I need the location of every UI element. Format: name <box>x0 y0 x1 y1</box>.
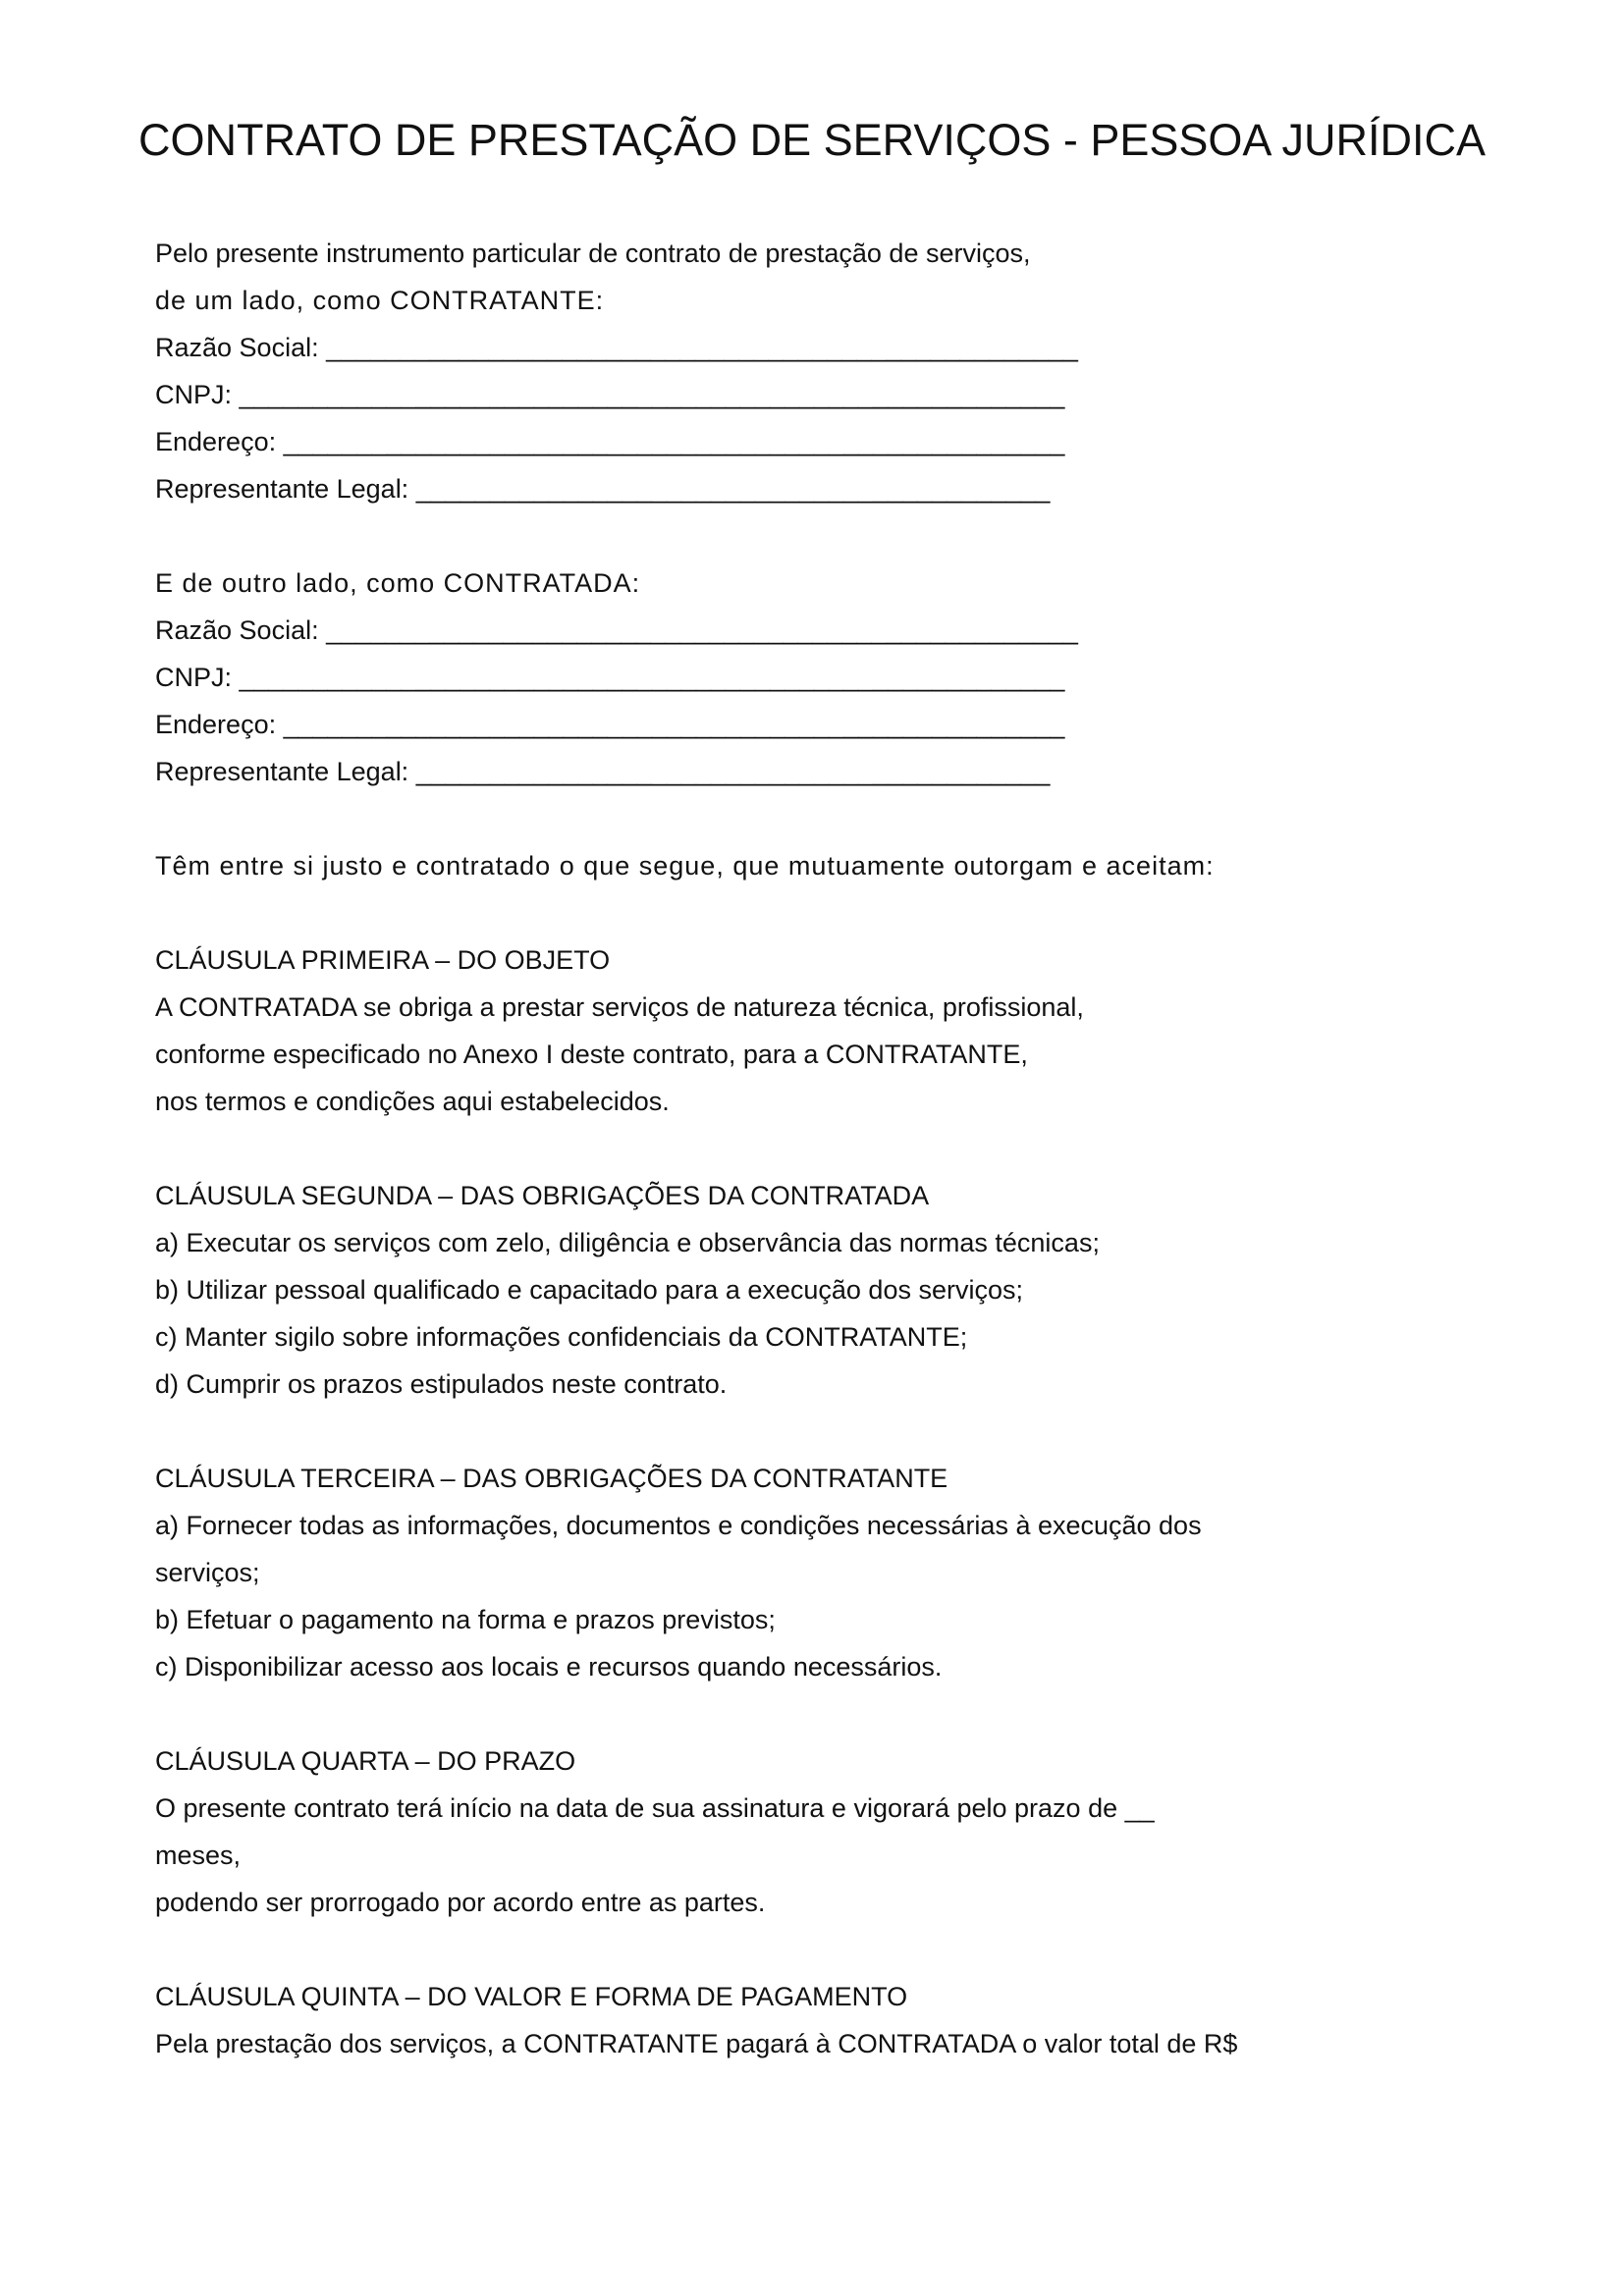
clause-1-line: A CONTRATADA se obriga a prestar serviços de natureza técnica, profissional, <box>155 992 1084 1022</box>
clause-5-line: Pela prestação dos serviços, a CONTRATANTE pagará à CONTRATADA o valor total de R$ <box>155 2029 1238 2058</box>
clause-4-heading: CLÁUSULA QUARTA – DO PRAZO <box>155 1746 576 1776</box>
spacer <box>155 512 1314 560</box>
clause-3-line: serviços; <box>155 1558 260 1587</box>
clause-3-line: c) Disponibilizar acesso aos locais e recursos quando necessários. <box>155 1652 943 1682</box>
clause-1-line: nos termos e condições aqui estabelecidos. <box>155 1087 670 1116</box>
clause-5-heading: CLÁUSULA QUINTA – DO VALOR E FORMA DE PAGAMENTO <box>155 1982 908 2011</box>
spacer <box>155 889 1314 936</box>
spacer <box>155 1408 1314 1455</box>
clause-2-line: a) Executar os serviços com zelo, diligência e observância das normas técnicas; <box>155 1228 1100 1257</box>
clause-3-line: a) Fornecer todas as informações, documentos e condições necessárias à execução dos <box>155 1511 1202 1540</box>
spacer <box>155 1926 1314 1973</box>
contratada-cnpj: CNPJ: ________________________________________________________ <box>155 663 1065 692</box>
contratada-razao-social: Razão Social: ___________________________________________________ <box>155 615 1078 645</box>
clause-4-line: O presente contrato terá início na data de sua assinatura e vigorará pelo prazo de __ <box>155 1793 1155 1823</box>
contratada-intro: E de outro lado, como CONTRATADA: <box>155 568 641 598</box>
agreement-text: Têm entre si justo e contratado o que segue, que mutuamente outorgam e aceitam: <box>155 851 1215 881</box>
document-title: CONTRATO DE PRESTAÇÃO DE SERVIÇOS - PESSOA JURÍDICA <box>138 115 1486 165</box>
spacer <box>155 795 1314 842</box>
clause-3-line: b) Efetuar o pagamento na forma e prazos previstos; <box>155 1605 776 1634</box>
contratada-endereco: Endereço: _____________________________________________________ <box>155 710 1065 739</box>
clause-2-heading: CLÁUSULA SEGUNDA – DAS OBRIGAÇÕES DA CONTRATADA <box>155 1181 930 1210</box>
clause-1-heading: CLÁUSULA PRIMEIRA – DO OBJETO <box>155 945 611 975</box>
clause-4-line: meses, <box>155 1841 242 1870</box>
contratante-razao-social: Razão Social: ___________________________________________________ <box>155 333 1078 362</box>
intro-line-1: Pelo presente instrumento particular de contrato de prestação de serviços, <box>155 239 1031 268</box>
clause-2-line: c) Manter sigilo sobre informações confidenciais da CONTRATANTE; <box>155 1322 968 1352</box>
clause-2-line: b) Utilizar pessoal qualificado e capacitado para a execução dos serviços; <box>155 1275 1023 1305</box>
contratante-endereco: Endereço: _____________________________________________________ <box>155 427 1065 456</box>
contratada-representante: Representante Legal: ___________________________________________ <box>155 757 1051 786</box>
clause-2-line: d) Cumprir os prazos estipulados neste contrato. <box>155 1369 728 1399</box>
spacer <box>155 1125 1314 1172</box>
intro-line-2: de um lado, como CONTRATANTE: <box>155 286 605 315</box>
clause-3-heading: CLÁUSULA TERCEIRA – DAS OBRIGAÇÕES DA CONTRATANTE <box>155 1464 948 1493</box>
contratante-representante: Representante Legal: ___________________________________________ <box>155 474 1051 504</box>
document-body <box>155 230 1314 2067</box>
clause-4-line: podendo ser prorrogado por acordo entre as partes. <box>155 1888 766 1917</box>
contratante-cnpj: CNPJ: ________________________________________________________ <box>155 380 1065 409</box>
clause-1-line: conforme especificado no Anexo I deste contrato, para a CONTRATANTE, <box>155 1040 1028 1069</box>
spacer <box>155 1690 1314 1737</box>
